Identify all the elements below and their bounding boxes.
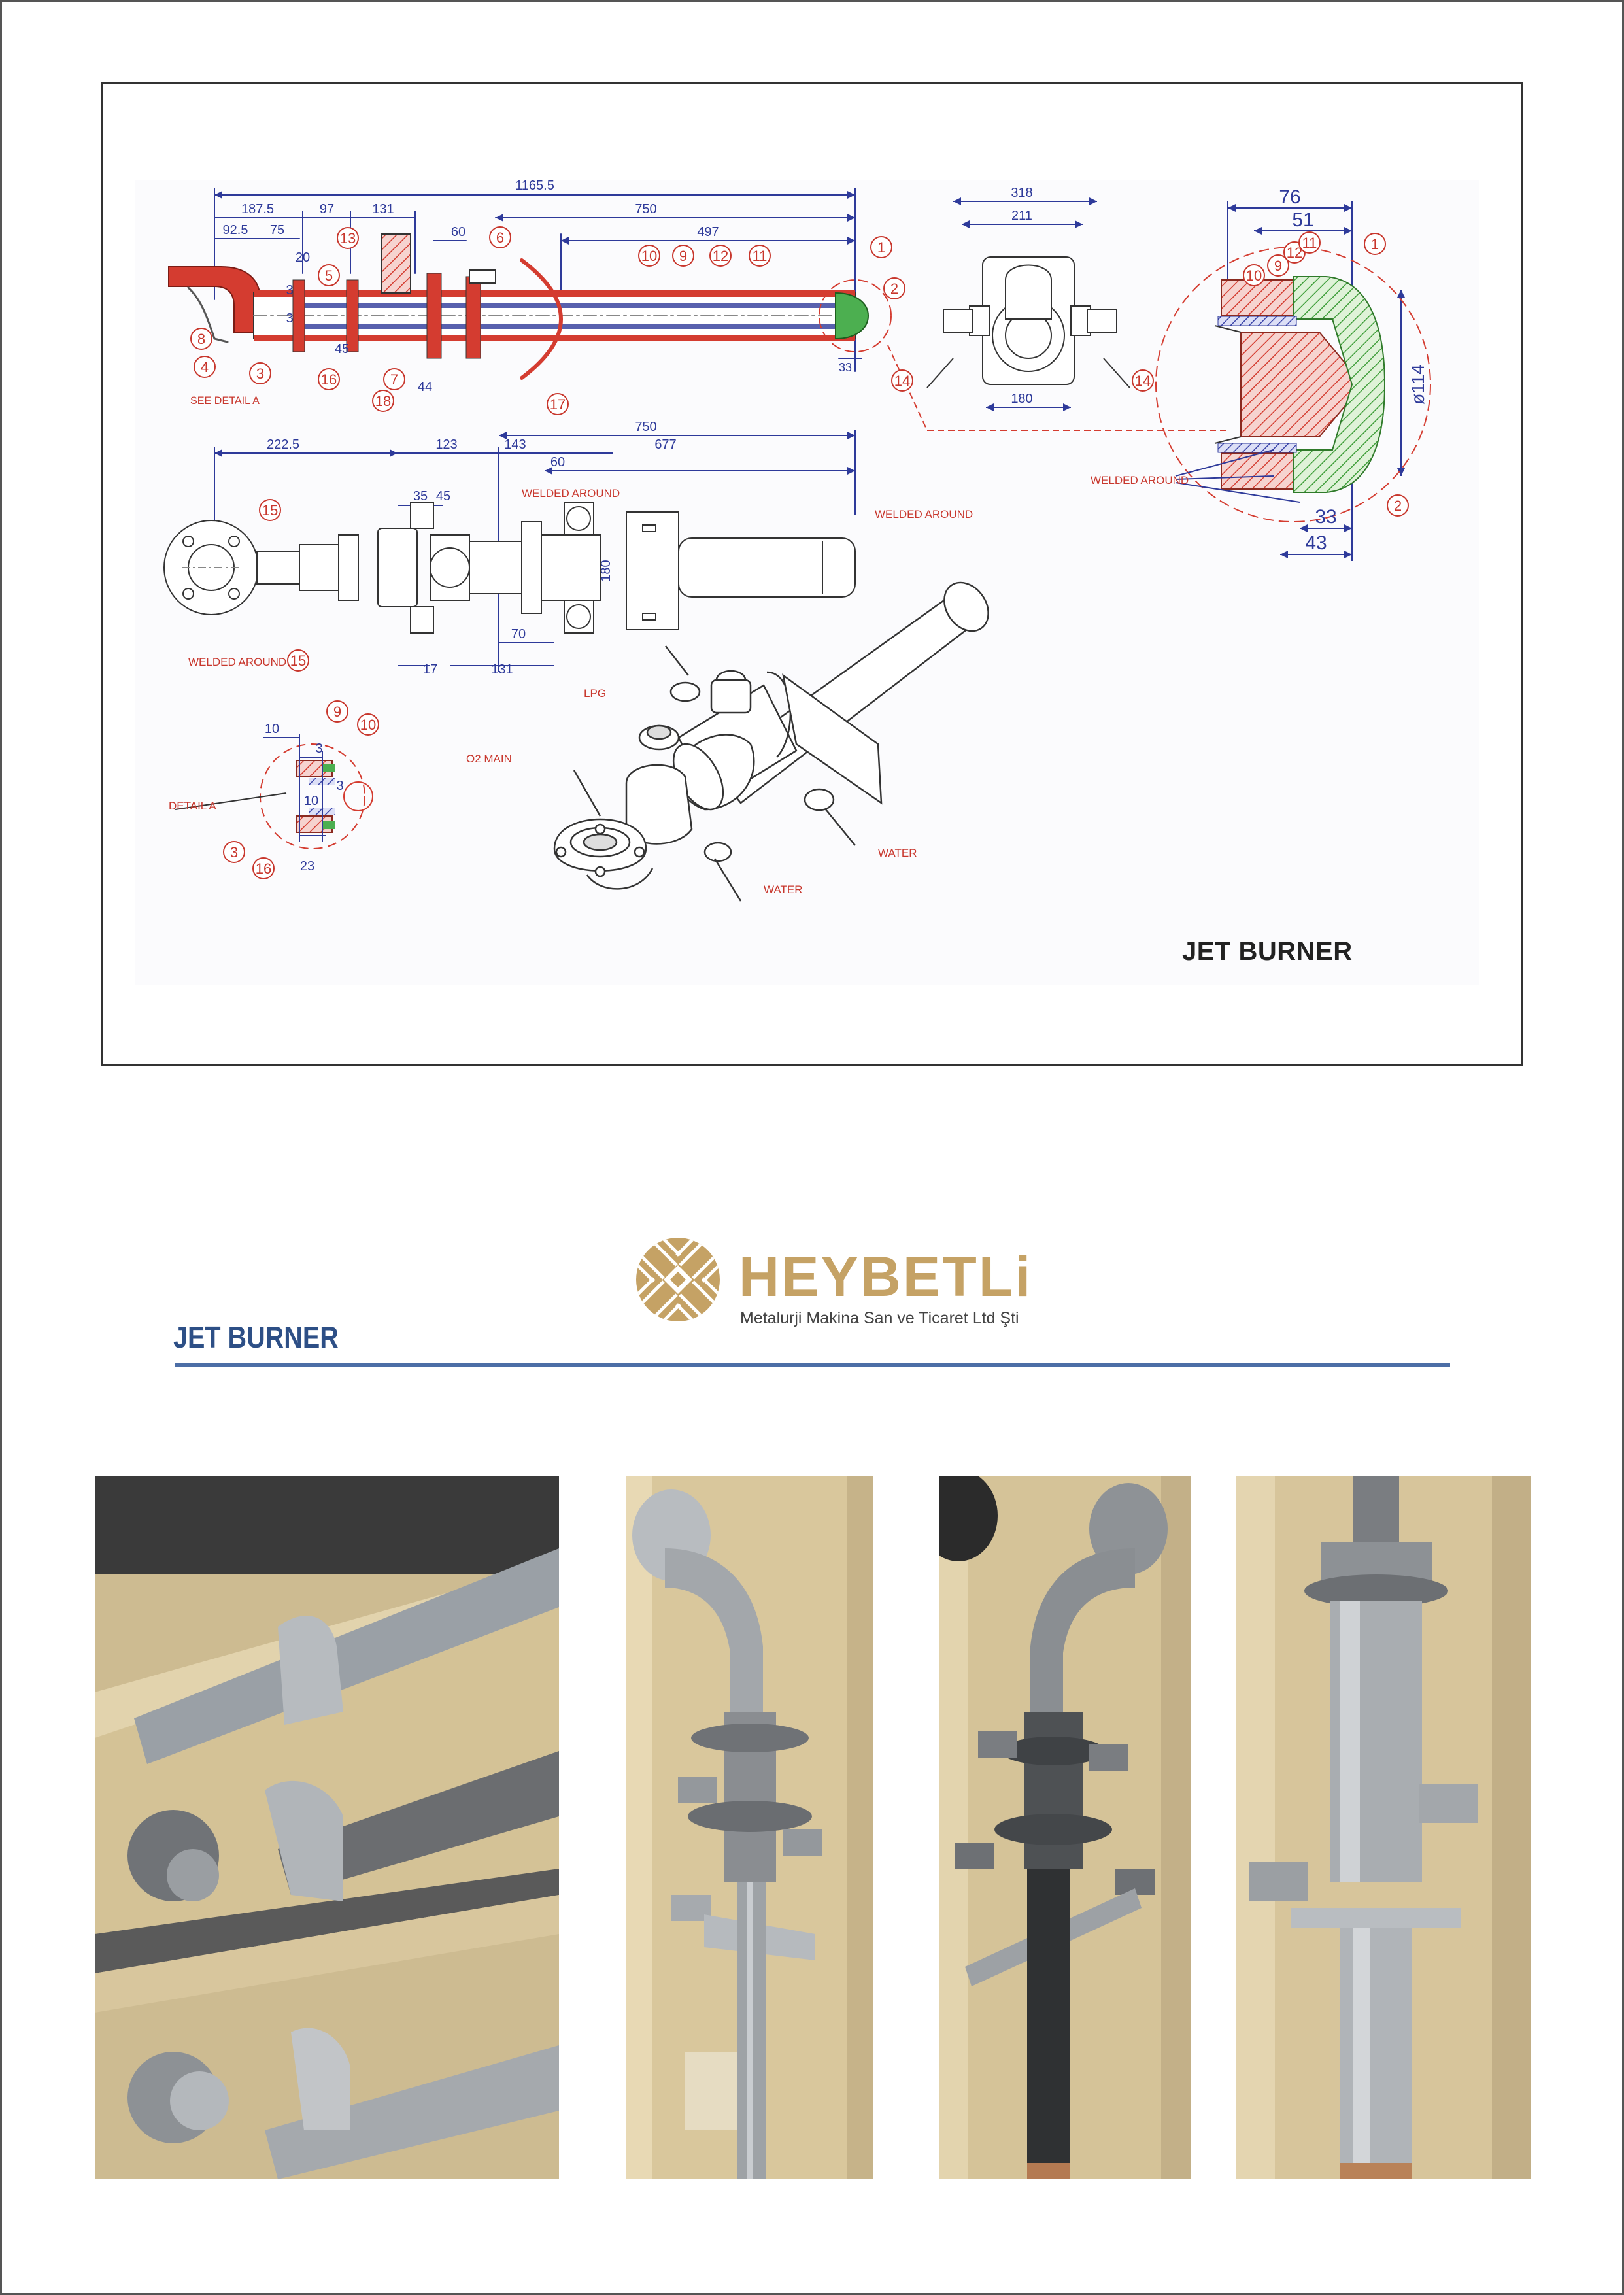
balloon-9-a: 9 xyxy=(679,248,688,264)
dim-70: 70 xyxy=(511,627,526,641)
balloon-2-b: 2 xyxy=(1393,498,1402,514)
label-o2-main: O2 MAIN xyxy=(466,753,512,765)
label-welded-around-4: WELDED AROUND xyxy=(1091,474,1189,486)
dim-33: 33 xyxy=(1315,506,1337,528)
dim-131-plan: 131 xyxy=(491,662,513,677)
balloon-11-a: 11 xyxy=(752,248,768,264)
balloon-14-b: 14 xyxy=(1134,373,1151,389)
dim-3-a: 3 xyxy=(286,283,294,298)
balloon-1-a: 1 xyxy=(877,239,886,256)
dim-60-plan: 60 xyxy=(550,455,566,469)
dim-180-plan: 180 xyxy=(599,560,613,582)
label-detail-a: DETAIL A xyxy=(169,800,216,812)
heybetli-logo-icon xyxy=(634,1236,722,1324)
balloon-16-a: 16 xyxy=(320,371,337,388)
balloon-18: 18 xyxy=(375,393,392,409)
dim-180-end: 180 xyxy=(1011,392,1033,406)
brand-name: HEYBETLi xyxy=(739,1246,1033,1308)
brand-subtitle: Metalurji Makina San ve Ticaret Ltd Şti xyxy=(740,1309,1019,1327)
dim-211: 211 xyxy=(1011,209,1032,223)
balloon-13: 13 xyxy=(339,230,356,246)
photo-3 xyxy=(939,1476,1191,2179)
photo-1 xyxy=(95,1476,559,2179)
balloon-3-b: 3 xyxy=(229,844,239,860)
dim-35: 35 xyxy=(413,489,428,503)
label-welded-around-3: WELDED AROUND xyxy=(188,656,287,668)
dim-detail-23: 23 xyxy=(299,859,315,874)
dim-318: 318 xyxy=(1011,186,1033,200)
dim-75: 75 xyxy=(269,223,285,237)
dim-143: 143 xyxy=(504,437,526,452)
balloon-10-c: 10 xyxy=(360,717,377,733)
balloon-5: 5 xyxy=(324,267,333,284)
dim-497: 497 xyxy=(697,225,719,239)
balloon-12-b: 12 xyxy=(1286,245,1303,261)
dim-44: 44 xyxy=(417,380,433,394)
balloon-11-b: 11 xyxy=(1302,235,1317,251)
section-title: JET BURNER xyxy=(173,1320,339,1354)
label-welded-around-1: WELDED AROUND xyxy=(522,487,620,500)
technical-drawing-frame xyxy=(101,82,1523,1066)
balloon-15-b: 15 xyxy=(290,653,307,669)
dim-97: 97 xyxy=(319,202,335,216)
balloon-9-b: 9 xyxy=(1274,258,1283,274)
balloon-14-a: 14 xyxy=(894,373,911,389)
dim-750-top: 750 xyxy=(635,202,657,216)
dim-detail-10-b: 10 xyxy=(303,794,319,808)
balloon-10-b: 10 xyxy=(1245,267,1262,284)
dim-20: 20 xyxy=(295,250,311,265)
balloon-16-b: 16 xyxy=(255,860,272,877)
dim-33-small: 33 xyxy=(838,361,853,374)
dim-45-plan: 45 xyxy=(435,489,451,503)
label-water-1: WATER xyxy=(764,883,803,896)
label-water-2: WATER xyxy=(878,847,917,859)
balloon-6: 6 xyxy=(496,230,505,246)
balloon-17: 17 xyxy=(549,396,566,413)
drawing-title: JET BURNER xyxy=(1182,937,1353,966)
balloon-4: 4 xyxy=(200,359,209,375)
company-logo xyxy=(634,1236,1033,1327)
dim-750-plan: 750 xyxy=(635,420,657,434)
balloon-3-a: 3 xyxy=(256,366,265,382)
dim-17: 17 xyxy=(422,662,438,677)
dim-1165-5: 1165.5 xyxy=(515,178,554,193)
dim-677: 677 xyxy=(654,437,677,452)
dim-222-5: 222.5 xyxy=(266,437,300,452)
balloon-9-c: 9 xyxy=(333,704,342,720)
dim-131: 131 xyxy=(372,202,394,216)
photo-2 xyxy=(626,1476,873,2179)
balloon-7: 7 xyxy=(390,371,399,388)
dim-187-5: 187.5 xyxy=(241,202,275,216)
dim-45: 45 xyxy=(334,342,350,356)
balloon-15-a: 15 xyxy=(262,502,279,518)
dim-detail-10-a: 10 xyxy=(264,722,280,736)
label-welded-around-2: WELDED AROUND xyxy=(875,508,973,520)
balloon-10-a: 10 xyxy=(641,248,658,264)
dim-3-b: 3 xyxy=(286,311,294,326)
dim-detail-3-a: 3 xyxy=(315,741,323,756)
dim-43: 43 xyxy=(1305,532,1327,554)
dim-detail-3-b: 3 xyxy=(336,779,344,793)
dim-51: 51 xyxy=(1292,209,1314,231)
dim-92-5: 92.5 xyxy=(222,223,248,237)
technical-drawing xyxy=(103,84,1521,1064)
dim-diameter-114: ø114 xyxy=(1408,364,1428,405)
photo-4 xyxy=(1236,1476,1531,2179)
balloon-1-b: 1 xyxy=(1370,236,1379,252)
label-lpg: LPG xyxy=(584,687,607,700)
dim-76: 76 xyxy=(1279,186,1301,208)
dim-123: 123 xyxy=(435,437,458,452)
balloon-12-a: 12 xyxy=(712,248,729,264)
label-see-detail-a: SEE DETAIL A xyxy=(190,394,260,407)
dim-60: 60 xyxy=(450,225,466,239)
balloon-2-a: 2 xyxy=(890,280,899,297)
balloon-8: 8 xyxy=(197,331,206,347)
section-divider xyxy=(175,1363,1450,1367)
